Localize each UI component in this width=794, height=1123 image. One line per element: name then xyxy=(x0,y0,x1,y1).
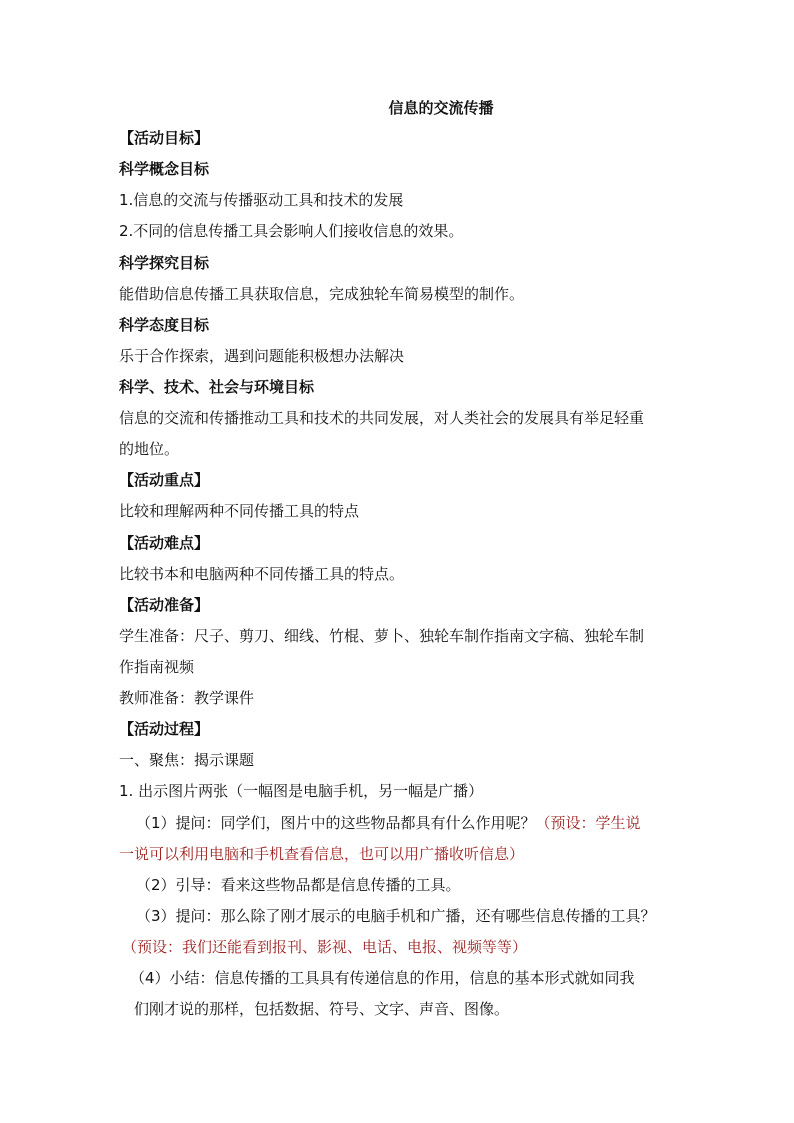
section-key-heading: 【活动重点】 xyxy=(119,471,210,489)
section-difficulty-heading: 【活动难点】 xyxy=(119,534,210,552)
sts-goal-heading: 科学、技术、社会与环境目标 xyxy=(119,378,315,396)
section-process-heading: 【活动过程】 xyxy=(119,720,210,738)
concept-goal-2: 2.不同的信息传播工具会影响人们接收信息的效果。 xyxy=(119,222,464,240)
sts-goal-1: 信息的交流和传播推动工具和技术的共同发展，对人类社会的发展具有举足轻重 xyxy=(119,409,645,427)
sts-goal-2: 的地位。 xyxy=(119,440,180,458)
process-question-1 xyxy=(136,813,641,833)
section-goal-heading: 【活动目标】 xyxy=(119,129,210,147)
process-guide-2: （2）引导：看来这些物品都是信息传播的工具。 xyxy=(136,876,461,894)
process-step-1: 一、聚焦：揭示课题 xyxy=(119,751,255,769)
attitude-goal-1: 乐于合作探索，遇到问题能积极想办法解决 xyxy=(119,347,405,365)
inquiry-goal-heading: 科学探究目标 xyxy=(119,254,210,272)
section-prep-heading: 【活动准备】 xyxy=(119,596,210,614)
process-summary-4: （4）小结：信息传播的工具具有传递信息的作用，信息的基本形式就如同我 xyxy=(130,969,635,987)
prep-student-1: 学生准备：尺子、剪刀、细线、竹棍、萝卜、独轮车制作指南文字稿、独轮车制 xyxy=(119,627,645,645)
prep-teacher: 教师准备：教学课件 xyxy=(119,689,255,707)
prep-student-2: 作指南视频 xyxy=(119,658,195,676)
process-step-1-item: 1. 出示图片两张（一幅图是电脑手机，另一幅是广播） xyxy=(119,782,484,800)
process-question-3: （3）提问：那么除了刚才展示的电脑手机和广播，还有哪些信息传播的工具？ xyxy=(136,907,656,925)
attitude-goal-heading: 科学态度目标 xyxy=(119,316,210,334)
concept-goal-1: 1.信息的交流与传播驱动工具和技术的发展 xyxy=(119,191,404,209)
difficulty-1: 比较书本和电脑两种不同传播工具的特点。 xyxy=(119,565,405,583)
question-3-preset: （预设：我们还能看到报刊、影视、电话、电报、视频等等） xyxy=(122,938,528,956)
process-summary-4-cont: 们刚才说的那样，包括数据、符号、文字、声音、图像。 xyxy=(134,1000,510,1018)
question-1-preset-end: 一说可以利用电脑和手机查看信息，也可以用广播收听信息） xyxy=(119,845,525,863)
page-title: 信息的交流传播 xyxy=(388,99,494,117)
inquiry-goal-1: 能借助信息传播工具获取信息，完成独轮车简易模型的制作。 xyxy=(119,285,525,303)
question-1-preset-start: （预设：学生说 xyxy=(535,814,641,832)
key-point-1: 比较和理解两种不同传播工具的特点 xyxy=(119,502,360,520)
question-1-text: （1）提问：同学们，图片中的这些物品都具有什么作用呢？ xyxy=(136,814,536,832)
concept-goal-heading: 科学概念目标 xyxy=(119,160,210,178)
